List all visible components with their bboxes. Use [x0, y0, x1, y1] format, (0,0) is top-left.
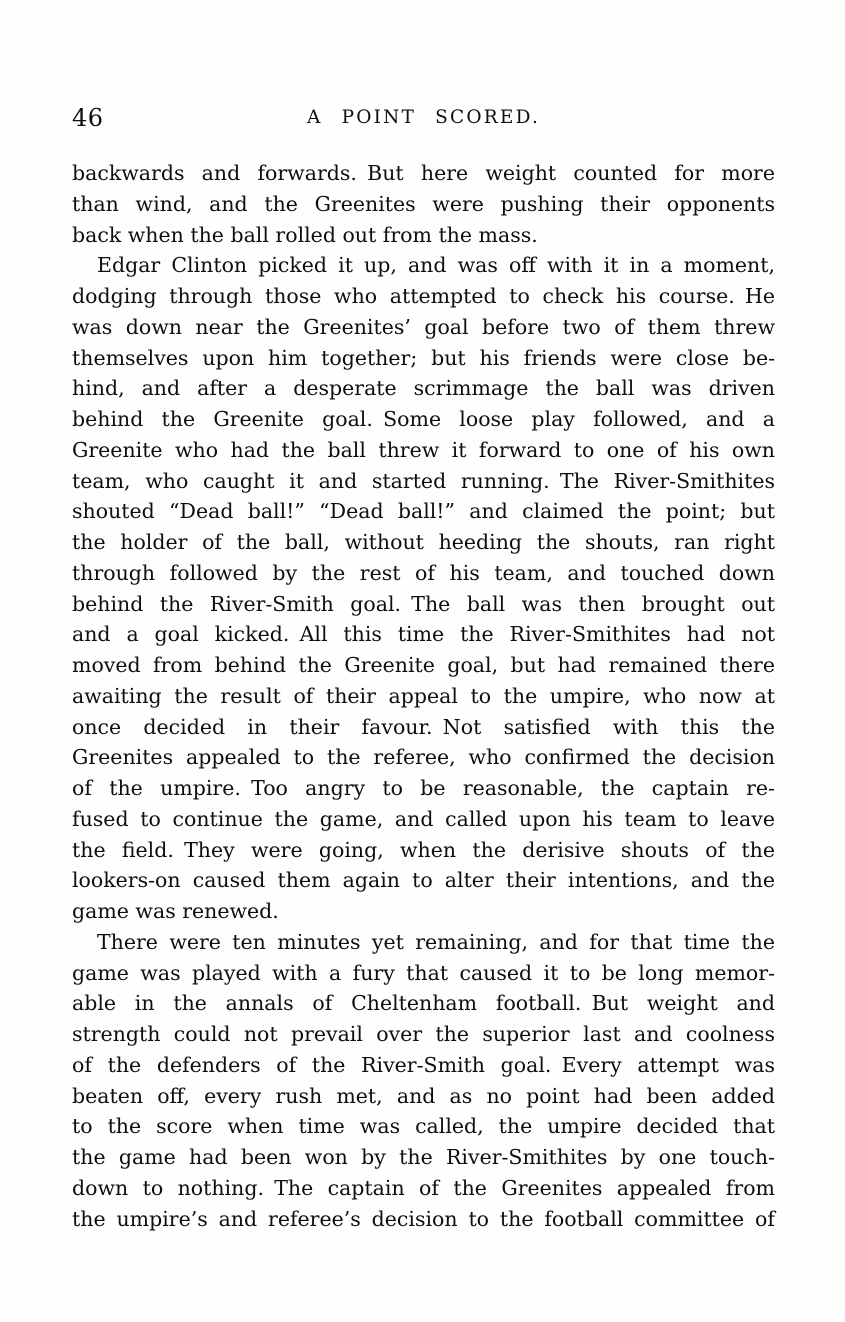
- text-block: [72, 158, 775, 1234]
- text-line: of the defenders of the River-Smith goal. Every attempt was: [72, 1052, 775, 1077]
- running-title: A POINT SCORED.: [306, 107, 541, 128]
- text-line: dodging through those who attempted to check his course. He: [72, 284, 775, 308]
- text-line: There were ten minutes yet remaining, and for that time the: [97, 929, 775, 954]
- text-line: back when the ball rolled out from the mass.: [72, 222, 538, 247]
- page-number: 46: [72, 104, 104, 132]
- text-line: Greenite who had the ball threw it forward to one of his own: [72, 437, 775, 462]
- text-line: and a goal kicked. All this time the River-Smithites had not: [72, 622, 775, 647]
- text-line: Greenites appealed to the referee, who confirmed the decision: [72, 745, 775, 770]
- text-line: was down near the Greenites’ goal before two of them threw: [72, 314, 775, 339]
- text-line: game was renewed.: [72, 899, 279, 923]
- text-line: beaten off, every rush met, and as no point had been added: [72, 1083, 775, 1108]
- text-line: down to nothing. The captain of the Greenites appealed from: [72, 1175, 775, 1200]
- text-line: hind, and after a desperate scrimmage the ball was driven: [72, 376, 775, 401]
- text-line: Edgar Clinton picked it up, and was off with it in a moment,: [97, 253, 775, 278]
- text-line: awaiting the result of their appeal to the umpire, who now at: [72, 683, 775, 708]
- text-line: the field. They were going, when the derisive shouts of the: [72, 837, 775, 862]
- text-line: the game had been won by the River-Smithites by one touch-: [72, 1145, 775, 1169]
- text-line: of the umpire. Too angry to be reasonable, the captain re-: [72, 776, 775, 800]
- text-line: themselves upon him together; but his friends were close be-: [72, 345, 775, 370]
- text-line: to the score when time was called, the umpire decided that: [72, 1114, 775, 1139]
- running-header: [72, 104, 775, 134]
- text-line: once decided in their favour. Not satisfied with this the: [72, 714, 775, 739]
- text-line: than wind, and the Greenites were pushing their opponents: [72, 191, 775, 216]
- text-line: behind the River-Smith goal. The ball was then brought out: [72, 591, 775, 616]
- text-line: fused to continue the game, and called upon his team to leave: [72, 806, 775, 831]
- text-line: strength could not prevail over the superior last and coolness: [72, 1022, 775, 1046]
- text-line: the umpire’s and referee’s decision to the football committee of: [72, 1206, 775, 1231]
- text-line: through followed by the rest of his team, and touched down: [72, 560, 775, 585]
- text-line: moved from behind the Greenite goal, but had remained there: [72, 653, 775, 677]
- text-line: the holder of the ball, without heeding the shouts, ran right: [72, 530, 775, 554]
- text-line: behind the Greenite goal. Some loose play followed, and a: [72, 407, 775, 431]
- text-line: able in the annals of Cheltenham football. But weight and: [72, 991, 775, 1016]
- text-line: team, who caught it and started running. The River-Smithites: [72, 468, 775, 493]
- text-line: game was played with a fury that caused it to be long memor-: [72, 960, 775, 985]
- text-line: shouted “Dead ball!” “Dead ball!” and claimed the point; but: [72, 499, 775, 524]
- text-line: lookers-on caused them again to alter their intentions, and the: [72, 868, 775, 893]
- text-line: backwards and forwards. But here weight counted for more: [72, 161, 775, 185]
